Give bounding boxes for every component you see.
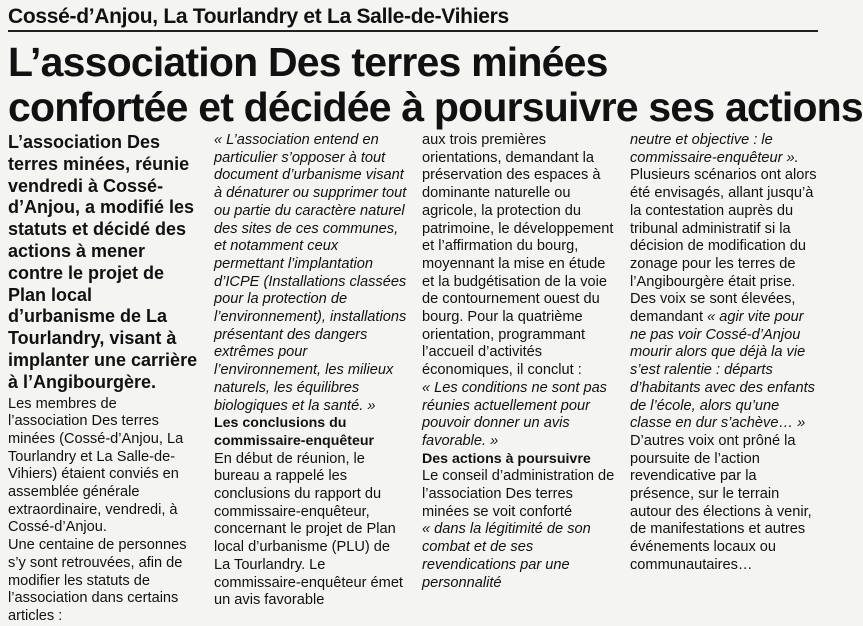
body-paragraph: Plusieurs scénarios ont alors été envisagés, allant jusqu’à la contestation auprès du tribunal administratif si la décision de modification du zonage pour les terres de l’Angibourgère était prise. (630, 167, 817, 290)
body-paragraph: Le conseil d’administration de l’association Des terres minées se voit conforté (422, 468, 615, 520)
body-paragraph: aux trois premières orientations, demandant la préservation des espaces à dominante naturelle ou agricole, la protection du patrimoine, le développement et l’affirmation du bourg, moyennant la mise en étude et la budgétisation de la voie de contournement ouest du bourg. Pour la quatrième orientation, programmant l’accueil d’activités économiques, il conclut : (422, 132, 614, 379)
lead-paragraph: L’association Des terres minées, réunie vendredi à Cossé-d’Anjou, a modifié les statuts et décidé des actions à mener contre le projet de Plan local d’urbanisme de La Tourlandry, visant à implanter une carrière à l’Angibourgère. (8, 132, 198, 392)
column-4 (630, 132, 820, 573)
quote-paragraph: « Les conditions ne sont pas réunies actuellement pour pouvoir donner un avis favorable. » (422, 379, 607, 449)
subheading: Des actions à poursuivre (422, 450, 591, 467)
quote-paragraph: « L’association entend en particulier s’opposer à tout document d’urbanisme visant à dénaturer ou supprimer tout ou partie du caractère naturel des sites de ces communes, et notamment ceux permettant l’implantation d’ICPE (Installations classées pour la protection de l’environnement), installations présentant des dangers extrêmes pour l’environnement, les milieux naturels, les équilibres biologiques et la santé. » (214, 132, 407, 414)
body-text: Des voix se sont élevées, demandant (630, 291, 796, 326)
body-paragraph: Les membres de l’association Des terres minées (Cossé-d’Anjou, La Tourlandry et La Salle-de-Vihiers) étaient conviés en assemblée générale extraordinaire, vendredi, à Cossé-d’Anjou. (8, 395, 184, 536)
body-paragraph: En début de réunion, le bureau a rappelé les conclusions du rapport du commissaire-enquêteur, concernant le projet de Plan local d’urbanisme (PLU) de La Tourlandry. Le commissaire-enquêteur émet un avis favorable (214, 450, 403, 609)
quote-paragraph: neutre et objective : le commissaire-enquêteur ». (630, 132, 799, 166)
body-paragraph: Une centaine de personnes s’y sont retrouvées, afin de modifier les statuts de l’association dans certains articles : (8, 537, 187, 624)
title-line-2: confortée et décidée à poursuivre ses actions (8, 84, 863, 130)
body-paragraph (630, 291, 820, 433)
column-2 (214, 132, 408, 609)
column-3 (422, 132, 616, 591)
subheading: Les conclusions du commissaire-enquêteur (214, 415, 375, 449)
article-title (8, 39, 863, 130)
quote-paragraph: « dans la légitimité de son combat et de ses revendications par une personnalité (422, 521, 591, 591)
body-paragraph: D’autres voix ont prôné la poursuite de l’action revendicative par la présence, sur le terrain autour des élections à venir, de manifestations et autres événements locaux ou communautaires… (630, 432, 812, 573)
kicker-headline: Cossé-d’Anjou, La Tourlandry et La Salle-de-Vihiers (8, 4, 818, 32)
column-1 (8, 132, 200, 624)
title-line-1: L’association Des terres minées (8, 39, 608, 85)
quote-text: « agir vite pour ne pas voir Cossé-d’Anjou mourir alors que déjà la vie s’est ralentie : départs d’habitants avec des enfants de l’école, alors qu’une classe en dur s’achève… » (630, 309, 815, 432)
